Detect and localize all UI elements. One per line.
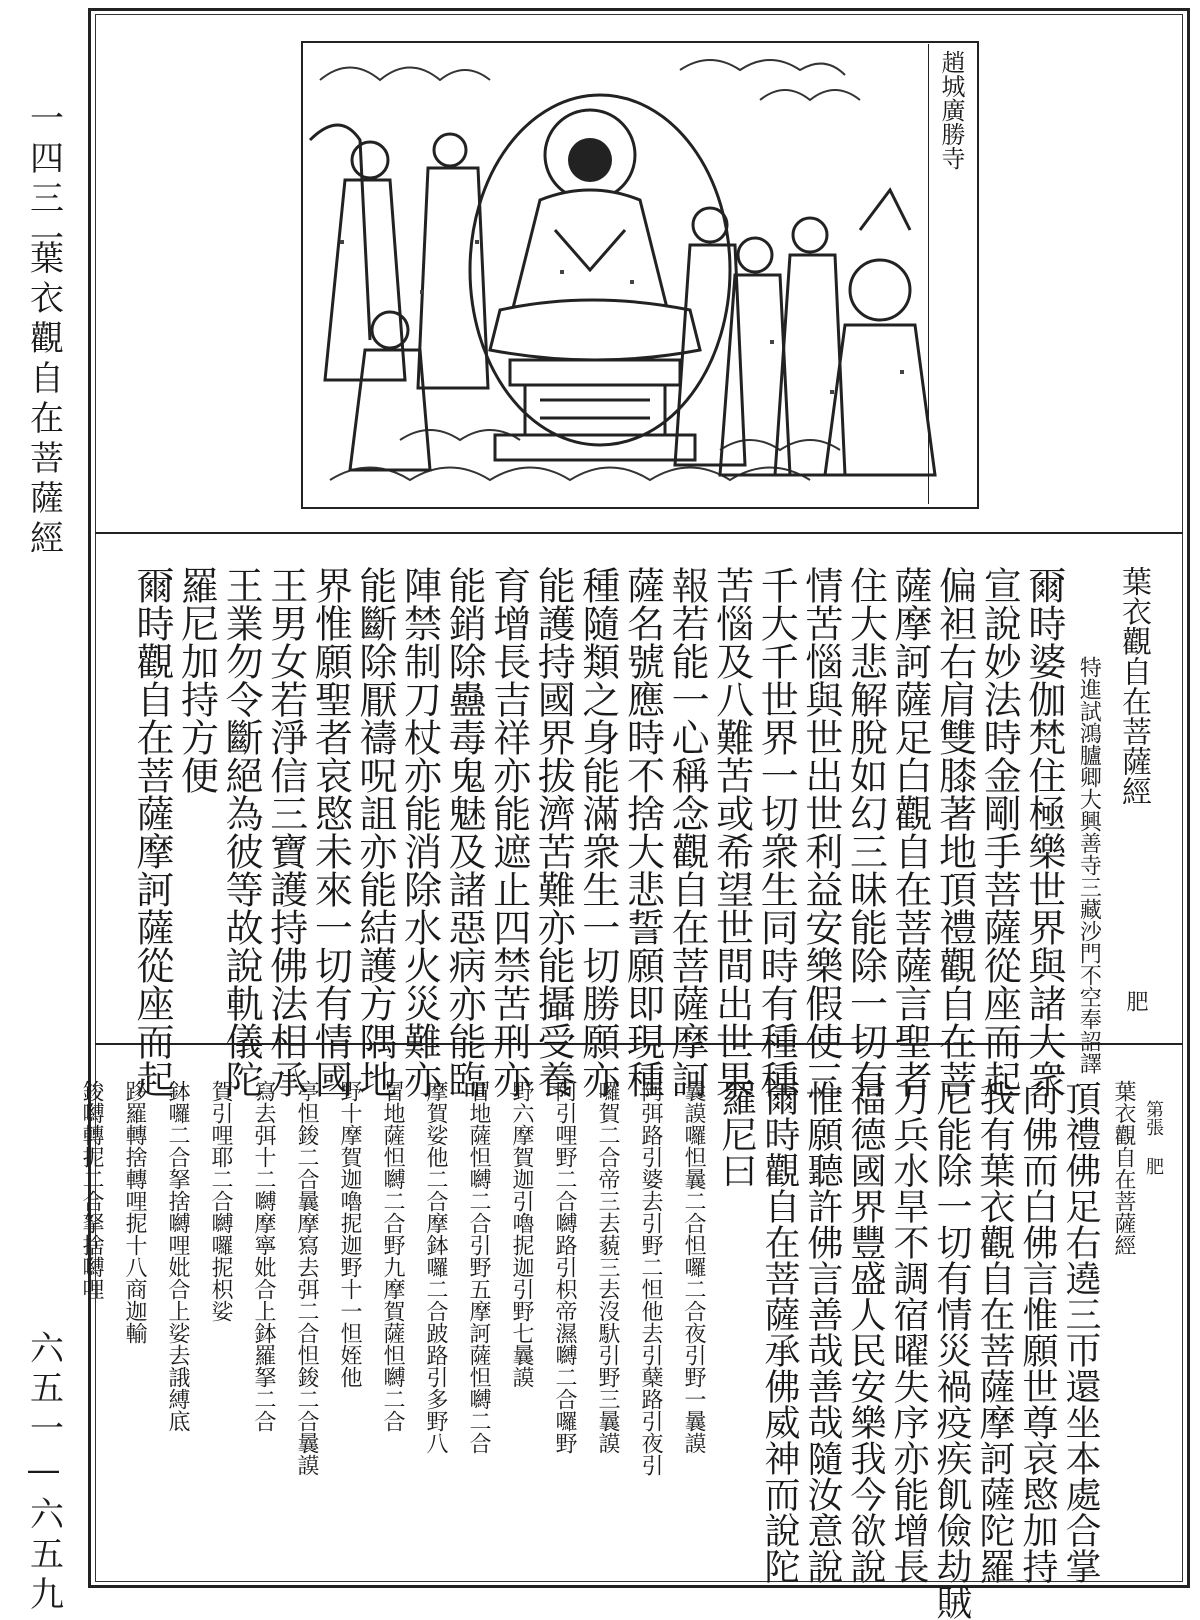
sutra-title: 葉衣觀自在菩薩經 <box>1116 566 1151 806</box>
sutra-text-middle <box>129 566 1155 1098</box>
text-column: 爾時觀自在菩薩承佛威神而說陀 <box>759 1080 800 1584</box>
dharani-column: 野十摩賀迦嚕抳迦野十一怛姪他 <box>337 1080 362 1388</box>
translator-line: 特進試鴻臚卿大興善寺三藏沙門不空奉詔譯 <box>1076 656 1102 1074</box>
text-column: 福德國界豐盛人民安樂我今欲說 <box>845 1080 886 1584</box>
dharani-column: 阿引哩野二合嚩路引枳帝濕嚩二合囉野 <box>552 1080 577 1454</box>
bottom-note: 第張 肥 <box>1143 1100 1164 1175</box>
text-column: 偏袒右肩雙膝著地頂禮觀自在菩 <box>932 566 977 1098</box>
text-column: 陣禁制刀杖亦能消除水火災難亦 <box>397 566 442 1098</box>
text-column: 尼能除一切有情災禍疫疾飢儉劫賊 <box>931 1080 972 1620</box>
margin-volume-text: 一四三一 <box>23 100 64 260</box>
text-column: 刀兵水旱不調宿曜失序亦能增長 <box>888 1080 929 1584</box>
dharani-column: 摩賀娑他二合摩鉢囉二合跛路引多野八 <box>423 1080 448 1454</box>
text-column: 惟願聽許佛言善哉善哉隨汝意說 <box>802 1080 843 1584</box>
text-column: 種隨類之身能滿衆生一切勝願亦 <box>575 566 620 1098</box>
text-column: 千大千世界一切衆生同時有種種 <box>754 566 799 1098</box>
dharani-column: 囉賀二合帝三去藐三去沒馱引野三曩謨 <box>595 1080 620 1454</box>
text-column: 能護持國界拔濟苦難亦能攝受養 <box>531 566 576 1098</box>
text-column: 住大悲解脫如幻三昧能除一切有 <box>843 566 888 1098</box>
dharani-column: 寫去弭十二嚩摩寧妣合上鉢羅拏二合 <box>251 1080 276 1432</box>
text-column: 爾時觀自在菩薩摩訶薩從座而起 <box>129 566 174 1098</box>
text-column: 能斷除厭禱呪詛亦能結護方隅地 <box>352 566 397 1098</box>
text-column: 報若能一心稱念觀自在菩薩摩訶 <box>665 566 710 1098</box>
dharani-column: 阿弭路引婆去引野二怛他去引蘖路引夜引 <box>638 1080 663 1476</box>
dharani-column: 曩謨囉怛曩二合怛囉二合夜引野一曩謨 <box>681 1080 706 1454</box>
text-column: 羅尼曰 <box>716 1080 757 1188</box>
text-column: 宣說妙法時金剛手菩薩從座而起 <box>977 566 1022 1098</box>
dharani-column: 亭怛鋑二合曩摩寫去弭二合怛鋑二合曩謨 <box>294 1080 319 1476</box>
dharani-column: 野六摩賀迦引嚕抳迦引野七曩謨 <box>509 1080 534 1388</box>
text-column: 薩摩訶薩足白觀自在菩薩言聖者 <box>888 566 933 1098</box>
text-column: 能銷除蠱毒鬼魅及諸惡病亦能臨 <box>442 566 487 1098</box>
frontispiece-illustration <box>300 40 980 510</box>
text-column: 王男女若淨信三寶護持佛法相承 <box>263 566 308 1098</box>
text-column: 情苦惱與世出世利益安樂假使三 <box>798 566 843 1098</box>
text-column: 頂禮佛足右遶三帀還坐本處合掌 <box>1060 1080 1101 1584</box>
text-column: 育增長吉祥亦能遮止四禁苦刑亦 <box>486 566 531 1098</box>
text-column: 苦惱及八難苦或希望世間出世果 <box>709 566 754 1098</box>
margin-volume <box>14 100 74 260</box>
dharani-column: 鋑嚩轉抳二合拏捨嚩哩 <box>79 1080 104 1300</box>
illustration-caption-text: 趙城廣勝寺 <box>937 50 965 170</box>
sutra-header-note: 肥 <box>1123 990 1148 1012</box>
dharani-column: 賀引哩耶二合嚩囉抳枳娑 <box>208 1080 233 1322</box>
text-column: 王業勿令斷絕為彼等故說軌儀陀 <box>219 566 264 1098</box>
sutra-text-bottom <box>70 1080 1145 1620</box>
bottom-header: 葉衣觀自在菩薩經 <box>1111 1080 1136 1256</box>
text-column: 薩名號應時不捨大悲誓願即現種 <box>620 566 665 1098</box>
dharani-column: 冒地薩怛嚩二合引野五摩訶薩怛嚩二合 <box>466 1080 491 1454</box>
margin-title-text: 葉衣觀自在菩薩經 <box>23 240 64 560</box>
margin-title <box>14 240 74 560</box>
dharani-column: 冒地薩怛嚩二合野九摩賀薩怛嚩二合 <box>380 1080 405 1432</box>
text-column: 界惟願聖者哀愍未來一切有情國 <box>308 566 353 1098</box>
dharani-column: 跢羅轉捨轉哩抳十八商迦輸 <box>122 1080 147 1344</box>
text-column: 向佛而白佛言惟願世尊哀愍加持 <box>1017 1080 1058 1584</box>
margin-page-text: 六五一—六五九 <box>23 1330 64 1616</box>
text-column: 爾時婆伽梵住極樂世界與諸大衆 <box>1021 566 1066 1098</box>
buddha-assembly-drawing <box>300 40 980 510</box>
dharani-column: 鉢囉二合拏捨嚩哩妣合上娑去誐縛底 <box>165 1080 190 1432</box>
margin-page-number <box>14 1330 74 1616</box>
section-divider-top <box>95 532 1183 534</box>
illustration-caption <box>928 44 977 504</box>
text-column: 羅尼加持方便 <box>174 566 219 794</box>
text-column: 我有葉衣觀自在菩薩摩訶薩陀羅 <box>974 1080 1015 1584</box>
